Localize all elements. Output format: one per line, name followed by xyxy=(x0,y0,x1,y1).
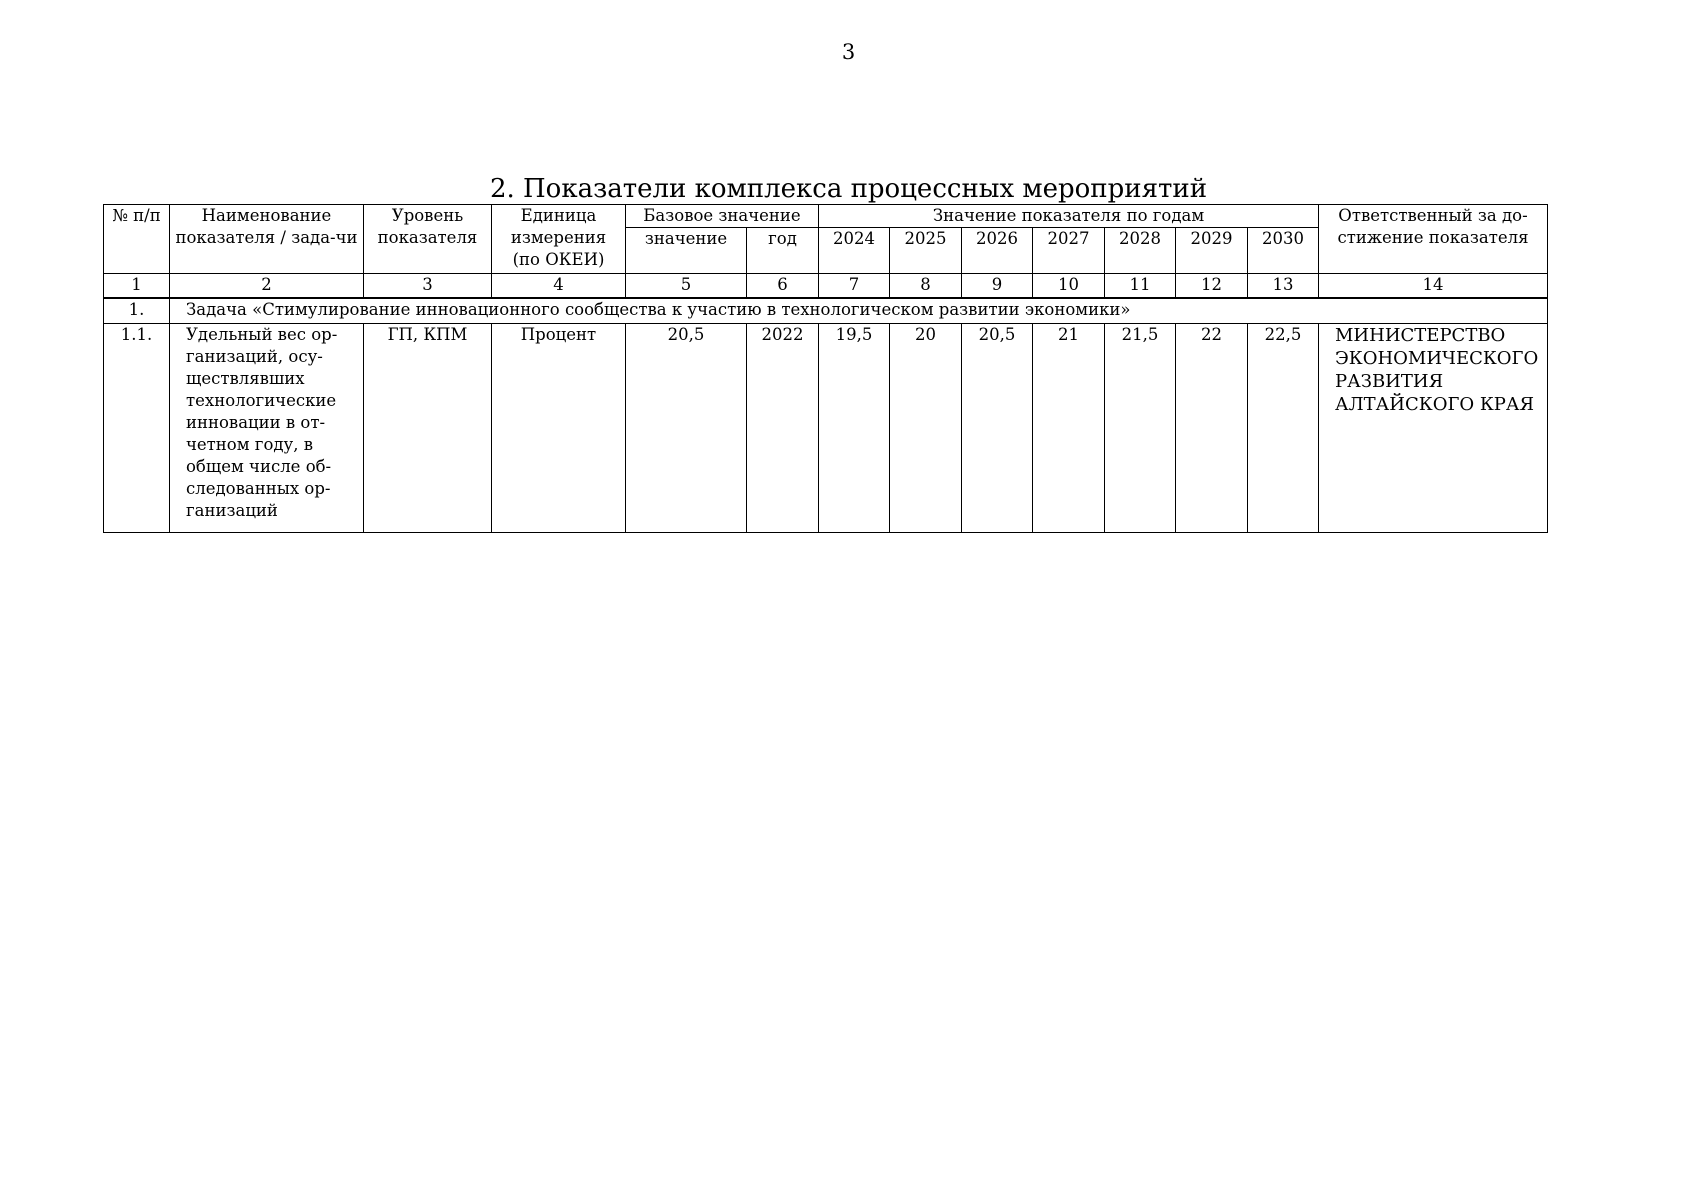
column-number: 8 xyxy=(890,274,962,299)
year-value: 22 xyxy=(1176,324,1248,533)
column-number: 5 xyxy=(626,274,747,299)
task-number: 1. xyxy=(104,298,170,324)
year-value: 22,5 xyxy=(1248,324,1319,533)
base-value: 20,5 xyxy=(626,324,747,533)
header-base: Базовое значение xyxy=(626,205,819,228)
year-value: 21 xyxy=(1033,324,1105,533)
page-number: 3 xyxy=(841,40,856,64)
base-year: 2022 xyxy=(747,324,819,533)
year-value: 19,5 xyxy=(819,324,890,533)
indicator-name: Удельный вес ор-ганизаций, осу-ществлявших технологические инновации в от-четном году, в общем числе об-следованных ор-ганизаций xyxy=(170,324,364,533)
header-year: 2030 xyxy=(1248,228,1319,274)
column-number: 7 xyxy=(819,274,890,299)
indicators-table xyxy=(103,204,1548,533)
column-number: 9 xyxy=(962,274,1033,299)
header-level: Уровень показателя xyxy=(364,205,492,274)
column-number: 1 xyxy=(104,274,170,299)
column-number: 11 xyxy=(1105,274,1176,299)
column-number: 2 xyxy=(170,274,364,299)
table-row xyxy=(104,324,1548,533)
section-title: 2. Показатели комплекса процессных мероприятий xyxy=(489,174,1208,204)
column-number: 12 xyxy=(1176,274,1248,299)
column-number: 10 xyxy=(1033,274,1105,299)
row-number: 1.1. xyxy=(104,324,170,533)
header-row xyxy=(104,205,1548,228)
year-value: 20 xyxy=(890,324,962,533)
responsible-org: МИНИСТЕРСТВО ЭКОНОМИЧЕСКОГО РАЗВИТИЯ АЛТАЙСКОГО КРАЯ xyxy=(1319,324,1548,533)
header-base-value: значение xyxy=(626,228,747,274)
year-value: 21,5 xyxy=(1105,324,1176,533)
column-number: 4 xyxy=(492,274,626,299)
year-value: 20,5 xyxy=(962,324,1033,533)
header-year: 2028 xyxy=(1105,228,1176,274)
column-number: 6 xyxy=(747,274,819,299)
column-number: 14 xyxy=(1319,274,1548,299)
task-text: Задача «Стимулирование инновационного сообщества к участию в технологическом развитии экономики» xyxy=(170,298,1548,324)
header-name: Наименование показателя / зада-чи xyxy=(170,205,364,274)
header-responsible: Ответственный за до-стижение показателя xyxy=(1319,205,1548,274)
header-num: № п/п xyxy=(104,205,170,274)
task-row xyxy=(104,298,1548,324)
header-year: 2024 xyxy=(819,228,890,274)
header-by-years: Значение показателя по годам xyxy=(819,205,1319,228)
column-number: 3 xyxy=(364,274,492,299)
header-year: 2026 xyxy=(962,228,1033,274)
column-number-row xyxy=(104,274,1548,299)
header-year: 2025 xyxy=(890,228,962,274)
indicator-level: ГП, КПМ xyxy=(364,324,492,533)
indicator-unit: Процент xyxy=(492,324,626,533)
header-year: 2027 xyxy=(1033,228,1105,274)
header-unit: Единица измерения (по ОКЕИ) xyxy=(492,205,626,274)
header-base-year: год xyxy=(747,228,819,274)
header-year: 2029 xyxy=(1176,228,1248,274)
column-number: 13 xyxy=(1248,274,1319,299)
